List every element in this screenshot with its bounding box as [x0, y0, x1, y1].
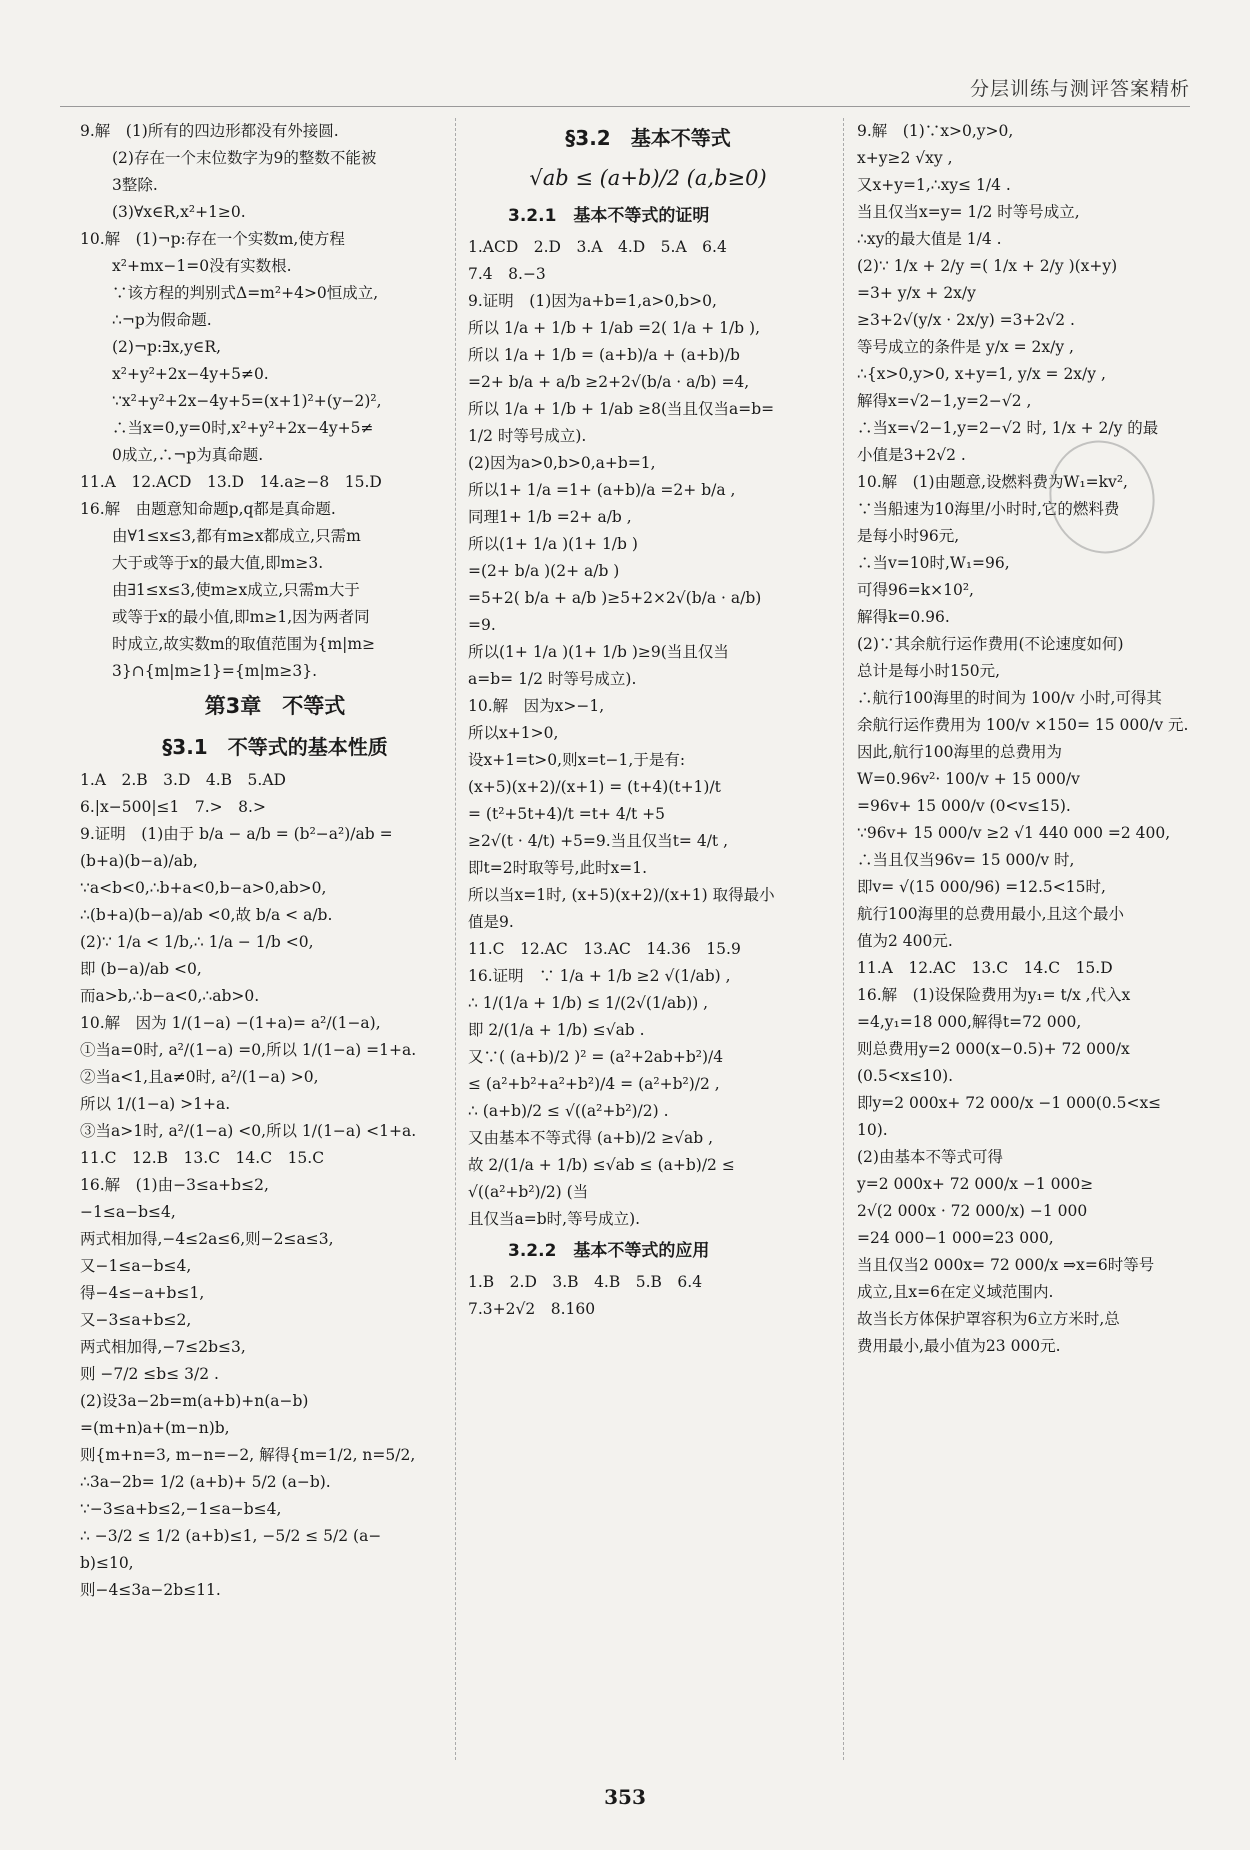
answer-line: 即 (b−a)/ab <0, — [80, 960, 202, 978]
answer-line: 11.C 12.AC 13.AC 14.36 15.9 — [468, 940, 741, 958]
answer-line: ∵x²+y²+2x−4y+5=(x+1)²+(y−2)², — [112, 392, 382, 410]
answer-line: W=0.96v²· 100/v + 15 000/v — [857, 770, 1080, 788]
answer-line: y=2 000x+ 72 000/x −1 000≥ — [857, 1175, 1094, 1193]
answer-line: 是每小时96元, — [857, 527, 960, 545]
answer-line: 总计是每小时150元, — [857, 662, 1001, 680]
answer-line: ∴{x>0,y>0, x+y=1, y/x = 2x/y , — [857, 365, 1106, 383]
answer-line: 9.证明 (1)由于 b/a − a/b = (b²−a²)/ab = — [80, 825, 393, 843]
answer-line: 所以 1/a + 1/b + 1/ab =2( 1/a + 1/b ), — [468, 319, 761, 337]
answer-line: 即t=2时取等号,此时x=1. — [468, 859, 648, 877]
answer-line: = (t²+5t+4)/t =t+ 4/t +5 — [468, 805, 665, 823]
answer-line: 3}∩{m|m≥1}={m|m≥3}. — [112, 662, 318, 680]
answer-line: 则{m+n=3, m−n=−2, 解得{m=1/2, n=5/2, — [80, 1446, 416, 1464]
answer-line: 0成立,∴¬p为真命题. — [112, 446, 264, 464]
answer-column-left — [80, 118, 470, 1760]
page-number: 353 — [604, 1785, 646, 1809]
answer-line: ①当a=0时, a²/(1−a) =0,所以 1/(1−a) =1+a. — [80, 1041, 417, 1059]
answer-line: 11.C 12.B 13.C 14.C 15.C — [80, 1149, 325, 1167]
answer-line: ∵a<b<0,∴b+a<0,b−a>0,ab>0, — [80, 879, 327, 897]
answer-line: (2)设3a−2b=m(a+b)+n(a−b) — [80, 1392, 309, 1410]
answer-line: 又−3≤a+b≤2, — [80, 1311, 192, 1329]
answer-line: ∴3a−2b= 1/2 (a+b)+ 5/2 (a−b). — [80, 1473, 331, 1491]
answer-line: 又由基本不等式得 (a+b)/2 ≥√ab , — [468, 1129, 714, 1147]
answer-line: =5+2( b/a + a/b )≥5+2×2√(b/a · a/b) — [468, 589, 762, 607]
answer-line: 设x+1=t>0,则x=t−1,于是有: — [468, 751, 686, 769]
answer-line: 值为2 400元. — [857, 932, 953, 950]
answer-line: (2)∵ 1/x + 2/y =( 1/x + 2/y )(x+y) — [857, 257, 1118, 275]
section-title: §3.1 不等式的基本性质 — [162, 735, 388, 759]
answer-line: 所以1+ 1/a =1+ (a+b)/a =2+ b/a , — [468, 481, 736, 499]
answer-line: 得−4≤−a+b≤1, — [80, 1284, 205, 1302]
answer-line: ∵96v+ 15 000/v ≥2 √1 440 000 =2 400, — [857, 824, 1171, 842]
answer-line: 故当长方体保护罩容积为6立方米时,总 — [857, 1310, 1120, 1328]
answer-line: 7.4 8.−3 — [468, 265, 546, 283]
answer-line: 2√(2 000x · 72 000/x) −1 000 — [857, 1202, 1088, 1220]
answer-line: 且仅当a=b时,等号成立). — [468, 1210, 641, 1228]
answer-line: ∴当且仅当96v= 15 000/v 时, — [857, 851, 1075, 869]
answer-line: 则−4≤3a−2b≤11. — [80, 1581, 221, 1599]
answer-line: =4,y₁=18 000,解得t=72 000, — [857, 1013, 1082, 1031]
answer-line: ∴当x=√2−1,y=2−√2 时, 1/x + 2/y 的最 — [857, 419, 1159, 437]
answer-line: 1.B 2.D 3.B 4.B 5.B 6.4 — [468, 1273, 703, 1291]
answer-line: ∵−3≤a+b≤2,−1≤a−b≤4, — [80, 1500, 282, 1518]
answer-line: 由∃1≤x≤3,使m≥x成立,只需m大于 — [112, 581, 360, 599]
answer-line: 10.解 因为x>−1, — [468, 697, 605, 715]
answer-line: x²+mx−1=0没有实数根. — [112, 257, 292, 275]
answer-line: 所以(1+ 1/a )(1+ 1/b ) — [468, 535, 638, 553]
answer-line: −1≤a−b≤4, — [80, 1203, 176, 1221]
answer-line: 解得x=√2−1,y=2−√2 , — [857, 392, 1032, 410]
answer-line: 当且仅当x=y= 1/2 时等号成立, — [857, 203, 1080, 221]
answer-line: 7.3+2√2 8.160 — [468, 1300, 596, 1318]
answer-line: 所以(1+ 1/a )(1+ 1/b )≥9(当且仅当 — [468, 643, 729, 661]
answer-line: 则 −7/2 ≤b≤ 3/2 . — [80, 1365, 219, 1383]
answer-line: 9.解 (1)所有的四边形都没有外接圆. — [80, 122, 339, 140]
answer-line: 两式相加得,−7≤2b≤3, — [80, 1338, 246, 1356]
chapter-title: 第3章 不等式 — [204, 694, 346, 718]
answer-line: =9. — [468, 616, 496, 634]
answer-line: 9.证明 (1)因为a+b=1,a>0,b>0, — [468, 292, 717, 310]
answer-column-middle — [468, 118, 828, 1760]
answer-line: 而a>b,∴b−a<0,∴ab>0. — [80, 987, 260, 1005]
answer-line: ∴当x=0,y=0时,x²+y²+2x−4y+5≠ — [112, 419, 374, 437]
answer-line: 大于或等于x的最大值,即m≥3. — [112, 554, 324, 572]
answer-line: (2)存在一个末位数字为9的整数不能被 — [112, 149, 377, 167]
answer-line: (b+a)(b−a)/ab, — [80, 852, 198, 870]
header-divider — [60, 106, 1190, 107]
formula-heading: √ab ≤ (a+b)/2 (a,b≥0) — [529, 166, 767, 190]
answer-line: 时成立,故实数m的取值范围为{m|m≥ — [112, 635, 376, 653]
answer-line: 所以 1/a + 1/b + 1/ab ≥8(当且仅当a=b= — [468, 400, 775, 418]
answer-line: ∵当船速为10海里/小时时,它的燃料费 — [857, 500, 1120, 518]
answer-line: 6.|x−500|≤1 7.> 8.> — [80, 798, 266, 816]
answer-line: a=b= 1/2 时等号成立). — [468, 670, 637, 688]
answer-line: 16.解 由题意知命题p,q都是真命题. — [80, 500, 336, 518]
answer-line: 解得k=0.96. — [857, 608, 950, 626]
answer-line: (2)∵其余航行运作费用(不论速度如何) — [857, 635, 1124, 653]
answer-line: 又−1≤a−b≤4, — [80, 1257, 192, 1275]
answer-line: 10.解 (1)由题意,设燃料费为W₁=kv², — [857, 473, 1128, 491]
answer-line: b)≤10, — [80, 1554, 134, 1572]
answer-line: (2)因为a>0,b>0,a+b=1, — [468, 454, 656, 472]
answer-line: 11.A 12.ACD 13.D 14.a≥−8 15.D — [80, 473, 382, 491]
answer-line: 16.解 (1)设保险费用为y₁= t/x ,代入x — [857, 986, 1131, 1004]
answer-line: ③当a>1时, a²/(1−a) <0,所以 1/(1−a) <1+a. — [80, 1122, 417, 1140]
answer-line: 1/2 时等号成立). — [468, 427, 587, 445]
column-divider — [455, 118, 456, 1760]
answer-line: ∴当v=10时,W₁=96, — [857, 554, 1010, 572]
answer-line: ≥3+2√(y/x · 2x/y) =3+2√2 . — [857, 311, 1075, 329]
answer-line: ∴航行100海里的时间为 100/v 小时,可得其 — [857, 689, 1162, 707]
answer-line: ≥2√(t · 4/t) +5=9.当且仅当t= 4/t , — [468, 832, 729, 850]
answer-line: 小值是3+2√2 . — [857, 446, 966, 464]
answer-line: 9.解 (1)∵x>0,y>0, — [857, 122, 1014, 140]
answer-line: 1.ACD 2.D 3.A 4.D 5.A 6.4 — [468, 238, 727, 256]
answer-line: (2)¬p:∃x,y∈R, — [112, 338, 221, 356]
answer-line: (x+5)(x+2)/(x+1) = (t+4)(t+1)/t — [468, 778, 721, 796]
answer-line: (2)由基本不等式可得 — [857, 1148, 1003, 1166]
answer-line: =24 000−1 000=23 000, — [857, 1229, 1054, 1247]
answer-line: 10.解 因为 1/(1−a) −(1+a)= a²/(1−a), — [80, 1014, 381, 1032]
answer-line: 所以x+1>0, — [468, 724, 559, 742]
answer-line: 10.解 (1)¬p:存在一个实数m,使方程 — [80, 230, 345, 248]
answer-line: =(m+n)a+(m−n)b, — [80, 1419, 230, 1437]
answer-line: (2)∵ 1/a < 1/b,∴ 1/a − 1/b <0, — [80, 933, 314, 951]
page-header-title: 分层训练与测评答案精析 — [969, 78, 1190, 100]
answer-line: ②当a<1,且a≠0时, a²/(1−a) >0, — [80, 1068, 319, 1086]
answer-line: 故 2/(1/a + 1/b) ≤√ab ≤ (a+b)/2 ≤ √((a²+b²)/2) (当 — [468, 1156, 740, 1201]
answer-line: (3)∀x∈R,x²+1≥0. — [112, 203, 246, 221]
answer-line: =96v+ 15 000/v (0<v≤15). — [857, 797, 1071, 815]
answer-line: x²+y²+2x−4y+5≠0. — [112, 365, 269, 383]
answer-line: 16.证明 ∵ 1/a + 1/b ≥2 √(1/ab) , — [468, 967, 731, 985]
answer-line: ∴xy的最大值是 1/4 . — [857, 230, 1002, 248]
answer-line: 同理1+ 1/b =2+ a/b , — [468, 508, 632, 526]
answer-line: 1.A 2.B 3.D 4.B 5.AD — [80, 771, 286, 789]
answer-line: ∵该方程的判别式Δ=m²+4>0恒成立, — [112, 284, 379, 302]
answer-column-right — [857, 118, 1202, 1760]
section-title: §3.2 基本不等式 — [565, 126, 731, 150]
answer-line: ∴ (a+b)/2 ≤ √((a²+b²)/2) . — [468, 1102, 669, 1120]
answer-line: ∴¬p为假命题. — [112, 311, 212, 329]
answer-line: 两式相加得,−4≤2a≤6,则−2≤a≤3, — [80, 1230, 334, 1248]
answer-line: 所以 1/a + 1/b = (a+b)/a + (a+b)/b — [468, 346, 740, 364]
answer-line: 10). — [857, 1121, 888, 1139]
answer-line: ∴ 1/(1/a + 1/b) ≤ 1/(2√(1/ab)) , — [468, 994, 709, 1012]
answer-line: 所以当x=1时, (x+5)(x+2)/(x+1) 取得最小 — [468, 886, 775, 904]
answer-line: =3+ y/x + 2x/y — [857, 284, 976, 302]
answer-line: 所以 1/(1−a) >1+a. — [80, 1095, 231, 1113]
answer-line: 因此,航行100海里的总费用为 — [857, 743, 1063, 761]
answer-line: ≤ (a²+b²+a²+b²)/4 = (a²+b²)/2 , — [468, 1075, 720, 1093]
answer-line: 或等于x的最小值,即m≥1,因为两者同 — [112, 608, 370, 626]
answer-line: 16.解 (1)由−3≤a+b≤2, — [80, 1176, 269, 1194]
column-divider — [843, 118, 844, 1760]
answer-line: x+y≥2 √xy , — [857, 149, 953, 167]
answer-line: 由∀1≤x≤3,都有m≥x都成立,只需m — [112, 527, 361, 545]
answer-line: =(2+ b/a )(2+ a/b ) — [468, 562, 620, 580]
answer-line: 3整除. — [112, 176, 158, 194]
answer-line: ∴ −3/2 ≤ 1/2 (a+b)≤1, −5/2 ≤ 5/2 (a− — [80, 1527, 382, 1545]
answer-line: 即 2/(1/a + 1/b) ≤√ab . — [468, 1021, 645, 1039]
answer-line: 即v= √(15 000/96) =12.5<15时, — [857, 878, 1106, 896]
answer-line: 11.A 12.AC 13.C 14.C 15.D — [857, 959, 1113, 977]
answer-line: 又∵( (a+b)/2 )² = (a²+2ab+b²)/4 — [468, 1048, 724, 1066]
answer-line: 可得96=k×10², — [857, 581, 974, 599]
answer-line: 费用最小,最小值为23 000元. — [857, 1337, 1061, 1355]
answer-line: 成立,且x=6在定义域范围内. — [857, 1283, 1054, 1301]
subsection-title: 3.2.2 基本不等式的应用 — [508, 1241, 710, 1261]
answer-line: 则总费用y=2 000(x−0.5)+ 72 000/x — [857, 1040, 1130, 1058]
answer-line: 即y=2 000x+ 72 000/x −1 000(0.5<x≤ — [857, 1094, 1162, 1112]
answer-line: =2+ b/a + a/b ≥2+2√(b/a · a/b) =4, — [468, 373, 750, 391]
answer-line: 航行100海里的总费用最小,且这个最小 — [857, 905, 1125, 923]
answer-line: (0.5<x≤10). — [857, 1067, 954, 1085]
answer-line: 余航行运作费用为 100/v ×150= 15 000/v 元. — [857, 716, 1189, 734]
answer-line: 当且仅当2 000x= 72 000/x ⇒x=6时等号 — [857, 1256, 1155, 1274]
answer-line: 值是9. — [468, 913, 514, 931]
answer-line: 等号成立的条件是 y/x = 2x/y , — [857, 338, 1074, 356]
answer-line: ∴(b+a)(b−a)/ab <0,故 b/a < a/b. — [80, 906, 333, 924]
subsection-title: 3.2.1 基本不等式的证明 — [508, 206, 710, 226]
answer-line: 又x+y=1,∴xy≤ 1/4 . — [857, 176, 1011, 194]
